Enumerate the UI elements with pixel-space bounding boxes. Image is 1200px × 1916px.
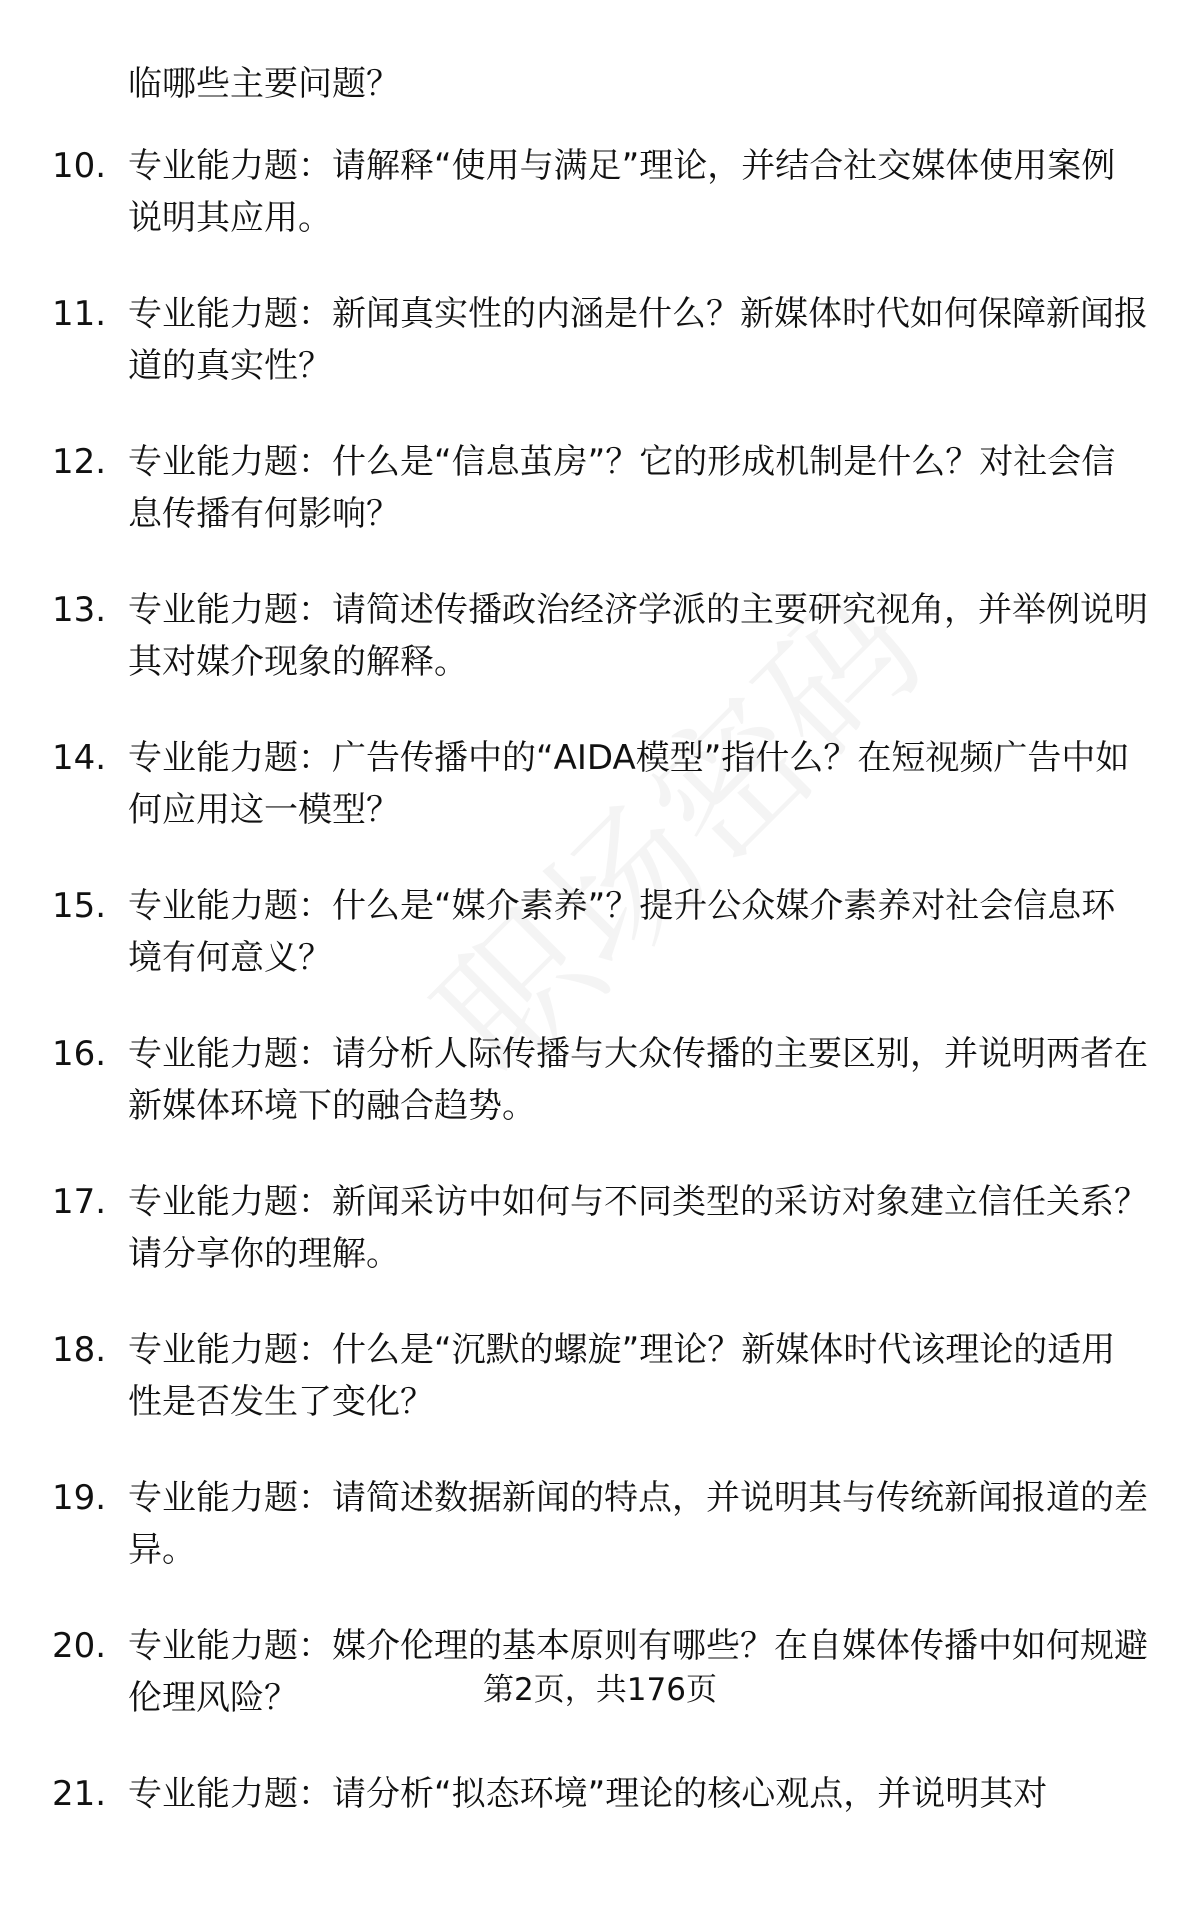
question-number: 20. bbox=[52, 1626, 107, 1666]
question-number: 14. bbox=[52, 738, 107, 778]
question-text: 专业能力题：新闻真实性的内涵是什么？新媒体时代如何保障新闻报道的真实性？ bbox=[128, 294, 1148, 386]
question-number: 10. bbox=[52, 146, 107, 186]
page-indicator: 第2页，共176页 bbox=[483, 1672, 717, 1708]
question-text: 专业能力题：广告传播中的“AIDA模型”指什么？在短视频广告中如何应用这一模型？ bbox=[128, 738, 1130, 830]
question-text: 专业能力题：请分析人际传播与大众传播的主要区别，并说明两者在新媒体环境下的融合趋势。 bbox=[128, 1034, 1148, 1126]
question-text: 专业能力题：媒介伦理的基本原则有哪些？在自媒体传播中如何规避伦理风险？ bbox=[128, 1626, 1148, 1718]
question-text: 专业能力题：什么是“沉默的螺旋”理论？新媒体时代该理论的适用性是否发生了变化？ bbox=[128, 1330, 1116, 1422]
question-item bbox=[0, 1768, 1200, 1916]
question-item bbox=[0, 1028, 1200, 1176]
question-text: 专业能力题：什么是“媒介素养”？提升公众媒介素养对社会信息环境有何意义？ bbox=[128, 886, 1116, 978]
question-text: 专业能力题：请简述传播政治经济学派的主要研究视角，并举例说明其对媒介现象的解释。 bbox=[128, 590, 1148, 682]
question-item bbox=[0, 288, 1200, 436]
question-text: 专业能力题：请解释“使用与满足”理论，并结合社交媒体使用案例说明其应用。 bbox=[128, 146, 1116, 238]
question-number: 12. bbox=[52, 442, 107, 482]
question-text: 专业能力题：请简述数据新闻的特点，并说明其与传统新闻报道的差异。 bbox=[128, 1478, 1148, 1570]
question-number: 19. bbox=[52, 1478, 107, 1518]
question-number: 21. bbox=[52, 1774, 107, 1814]
question-text: 专业能力题：新闻采访中如何与不同类型的采访对象建立信任关系？请分享你的理解。 bbox=[128, 1182, 1148, 1274]
question-number: 16. bbox=[52, 1034, 107, 1074]
question-item bbox=[0, 1472, 1200, 1620]
question-text: 专业能力题：什么是“信息茧房”？它的形成机制是什么？对社会信息传播有何影响？ bbox=[128, 442, 1116, 534]
question-number: 13. bbox=[52, 590, 107, 630]
question-list bbox=[0, 140, 1200, 1916]
question-item bbox=[0, 1176, 1200, 1324]
question-item bbox=[0, 732, 1200, 880]
question-text: 专业能力题：请分析“拟态环境”理论的核心观点，并说明其对 bbox=[128, 1774, 1048, 1814]
question-number: 18. bbox=[52, 1330, 107, 1370]
question-item bbox=[0, 140, 1200, 288]
question-number: 17. bbox=[52, 1182, 107, 1222]
continued-question-text: 临哪些主要问题？ bbox=[128, 64, 400, 104]
question-item bbox=[0, 584, 1200, 732]
question-number: 15. bbox=[52, 886, 107, 926]
question-item bbox=[0, 1324, 1200, 1472]
question-number: 11. bbox=[52, 294, 107, 334]
question-item bbox=[0, 436, 1200, 584]
question-item bbox=[0, 880, 1200, 1028]
